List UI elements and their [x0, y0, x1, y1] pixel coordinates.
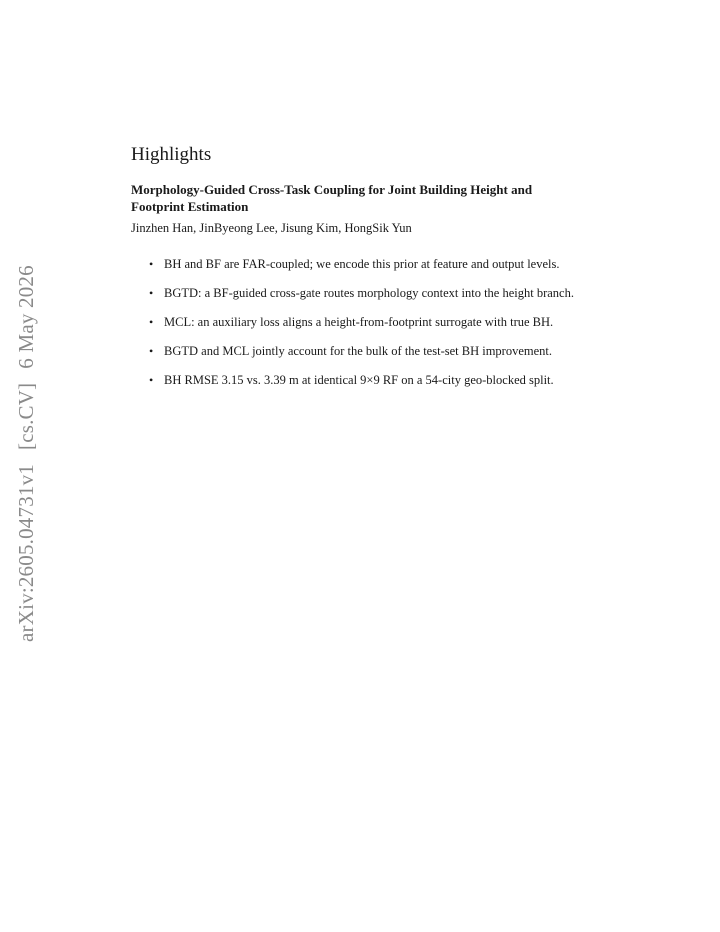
highlights-page: [131, 143, 588, 401]
highlight-text: BH RMSE 3.15 vs. 3.39 m at identical 9×9 RF on a 54-city geo-blocked split.: [164, 373, 554, 387]
author-list: Jinzhen Han, JinByeong Lee, Jisung Kim, HongSik Yun: [131, 221, 412, 235]
highlight-item: [149, 372, 588, 388]
highlight-list: [149, 256, 588, 388]
arxiv-stamp: [14, 265, 39, 642]
bullet-icon: •: [149, 286, 154, 300]
arxiv-category: [cs.CV]: [14, 382, 38, 450]
bullet-icon: •: [149, 257, 154, 271]
highlight-text: MCL: an auxiliary loss aligns a height-from-footprint surrogate with true BH.: [164, 315, 554, 329]
arxiv-id: arXiv:2605.04731v1: [14, 464, 38, 642]
highlight-item: [149, 314, 588, 330]
bullet-icon: •: [149, 344, 154, 358]
bullet-icon: •: [149, 315, 154, 329]
highlight-item: [149, 285, 588, 301]
arxiv-date: 6 May 2026: [14, 265, 38, 369]
highlight-item: [149, 256, 588, 272]
highlight-item: [149, 343, 588, 359]
highlight-text: BGTD and MCL jointly account for the bulk of the test-set BH improvement.: [164, 344, 553, 358]
highlights-heading: Highlights: [131, 144, 212, 165]
highlight-text: BH and BF are FAR-coupled; we encode this prior at feature and output levels.: [164, 257, 560, 271]
bullet-icon: •: [149, 373, 154, 387]
paper-title: Morphology-Guided Cross-Task Coupling for Joint Building Height and Footprint Estimation: [131, 182, 533, 214]
highlight-text: BGTD: a BF-guided cross-gate routes morphology context into the height branch.: [164, 286, 574, 300]
